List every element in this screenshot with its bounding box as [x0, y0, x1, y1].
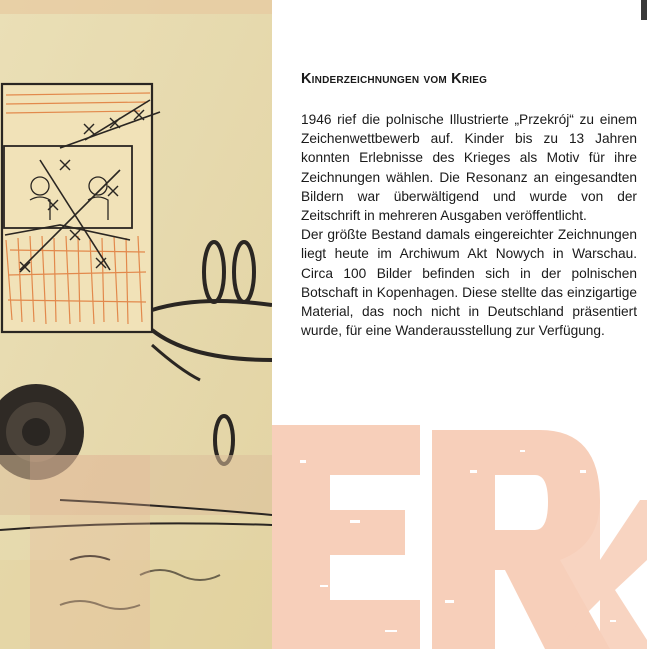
article-paragraph-1: 1946 rief die polnische Illustrierte „Przekrój“ zu einem Zeichenwettbewerb auf. Kinder bis zu 13 Jahren konnten Erlebnisse des Krieges als Motiv für ihre Zeichnungen wählen. Die Resonanz an eingesandten Bildern war überwältigend und wurde von der Zeitschrift in mehreren Ausgaben veröffentlicht. [301, 112, 637, 224]
child-war-drawing-illustration [0, 0, 272, 649]
corner-marker-icon [631, 0, 647, 20]
article-heading: Kinderzeichnungen vom Krieg [301, 71, 488, 87]
article-text [301, 70, 637, 340]
article-paragraph-2: Der größte Bestand damals eingereichter Zeichnungen liegt heute im Archiwum Akt Nowych in Warschau. Circa 100 Bilder befinden sich in der polnischen Botschaft in Kopenhagen. Diese stellte das einzigartige Material, das noch nicht in Deutschland präsentiert wurde, für eine Wanderausstellung zur Verfügung. [301, 227, 637, 339]
